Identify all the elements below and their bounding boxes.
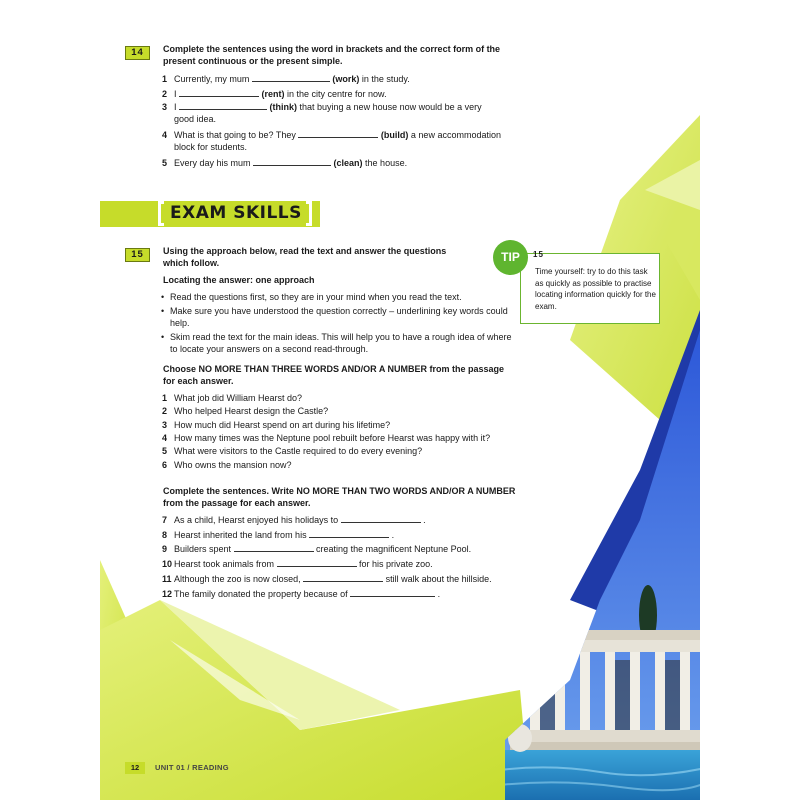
question-text: How many times was the Neptune pool rebuilt before Hearst was happy with it?	[174, 432, 491, 443]
answer-blank[interactable]	[341, 514, 421, 523]
item-text: Currently, my mum	[174, 74, 252, 84]
sentence-text: The family donated the property because of	[174, 588, 351, 599]
item-continuation: block for students.	[174, 142, 248, 152]
item-text: the house.	[362, 158, 408, 168]
answer-blank[interactable]	[252, 73, 330, 82]
question-text: How much did Hearst spend on art during his lifetime?	[174, 419, 391, 430]
question-text: What were visitors to the Castle required to do every evening?	[174, 446, 423, 457]
item-verb: (think)	[267, 102, 298, 112]
question-item	[162, 432, 490, 444]
item-number: 3	[162, 102, 168, 112]
answer-blank[interactable]	[350, 588, 435, 597]
tip-text: Time yourself: try to do this task as quickly as possible to practise locating information quickly for the exam.	[535, 267, 656, 311]
item-text: a new accommodation	[408, 130, 501, 140]
item-continuation: good idea.	[174, 114, 217, 124]
sentence-item	[162, 514, 426, 526]
question-text: What job did William Hearst do?	[174, 393, 303, 403]
sentence-text: Although the zoo is now closed,	[174, 573, 304, 584]
bullet-dot: •	[161, 332, 165, 342]
question-number: 5	[162, 446, 168, 457]
part2-instruction: Complete the sentences. Write NO MORE THAN TWO WORDS AND/OR A NUMBER from the passage for each answer.	[163, 486, 516, 508]
sentence-text: Hearst inherited the land from his	[174, 529, 310, 540]
approach-bullet	[161, 306, 515, 329]
sentence-text: Hearst took animals from	[174, 559, 277, 570]
exercise-14-item	[162, 157, 407, 169]
bullet-text: Make sure you have understood the question correctly – underlining key words could help.	[170, 306, 508, 328]
sentence-number: 10	[162, 559, 173, 570]
item-number: 4	[162, 130, 168, 140]
sentence-text: creating the magnificent Neptune Pool.	[313, 544, 472, 555]
question-number: 3	[162, 419, 168, 430]
sentence-text: .	[420, 515, 426, 525]
exercise-14-item	[162, 129, 501, 141]
bullet-text: Read the questions first, so they are in your mind when you read the text.	[170, 292, 462, 302]
item-text: that buying a new house now would be a very	[297, 102, 482, 112]
item-verb: (rent)	[259, 89, 285, 99]
approach-bullet	[161, 292, 515, 304]
bullet-dot: •	[161, 306, 165, 316]
question-text: Who owns the mansion now?	[174, 459, 292, 470]
item-text: Every day his mum	[174, 158, 254, 168]
banner-bracket-left	[158, 201, 164, 226]
sentence-item	[162, 558, 433, 570]
exam-skills-title: EXAM SKILLS	[170, 203, 302, 223]
sentence-text: still walk about the hillside.	[383, 573, 492, 584]
item-verb: (work)	[329, 74, 360, 84]
sentence-text: for his private zoo.	[356, 559, 433, 570]
bullet-text: Skim read the text for the main ideas. This will help you to have a rough idea of where to locate your answers on a second read-through.	[170, 332, 512, 354]
item-number: 5	[162, 158, 168, 168]
answer-blank[interactable]	[277, 558, 357, 567]
item-number: 1	[162, 74, 168, 84]
sentence-number: 11	[162, 573, 172, 584]
sentence-text: .	[435, 588, 441, 599]
answer-blank[interactable]	[298, 129, 378, 138]
question-item	[162, 392, 302, 404]
answer-blank[interactable]	[309, 529, 389, 538]
sentence-number: 12	[162, 588, 173, 599]
exercise-14-instruction: Complete the sentences using the word in brackets and the correct form of the present continuous or the present simple.	[163, 44, 501, 66]
sentence-item	[162, 529, 394, 541]
exercise-14-item	[162, 73, 410, 85]
item-text: in the city centre for now.	[284, 89, 387, 99]
sentence-text: Builders spent	[174, 544, 234, 555]
exercise-15-subheading: Locating the answer: one approach	[163, 275, 315, 285]
question-item	[162, 459, 292, 471]
bullet-dot: •	[161, 292, 165, 302]
sentence-item	[162, 543, 471, 555]
answer-blank[interactable]	[179, 88, 259, 97]
sentence-item	[162, 573, 492, 585]
answer-blank[interactable]	[303, 573, 383, 582]
tip-badge: TIP	[493, 240, 528, 275]
banner-bracket-right	[306, 201, 312, 226]
question-item	[162, 405, 328, 417]
answer-blank[interactable]	[179, 101, 267, 110]
item-text: What is that going to be? They	[174, 130, 299, 140]
item-verb: (clean)	[331, 158, 363, 168]
sentence-text: As a child, Hearst enjoyed his holidays to	[174, 515, 341, 525]
tip-number: 15	[533, 250, 544, 259]
question-number: 4	[162, 432, 168, 443]
sentence-number: 9	[162, 544, 168, 555]
textbook-page	[100, 0, 700, 800]
sentence-number: 8	[162, 529, 168, 540]
question-number: 1	[162, 393, 168, 403]
part1-instruction: Choose NO MORE THAN THREE WORDS AND/OR A NUMBER from the passage for each answer.	[163, 364, 505, 386]
question-text: Who helped Hearst design the Castle?	[174, 406, 329, 417]
approach-bullet	[161, 332, 515, 355]
item-text: I	[174, 102, 180, 112]
item-verb: (build)	[378, 130, 409, 140]
exercise-14-item	[162, 88, 387, 100]
question-item	[162, 445, 422, 457]
question-item	[162, 419, 390, 431]
sentence-number: 7	[162, 515, 168, 525]
page-number: 12	[125, 762, 145, 774]
item-number: 2	[162, 89, 168, 99]
question-number: 6	[162, 459, 168, 470]
exercise-14-number: 14	[125, 46, 150, 60]
footer-unit-label: UNIT 01 / READING	[155, 763, 229, 772]
exercise-15-number: 15	[125, 248, 150, 262]
sentence-text: .	[389, 529, 395, 540]
question-number: 2	[162, 406, 168, 417]
item-text: in the study.	[359, 74, 410, 84]
answer-blank[interactable]	[253, 157, 331, 166]
answer-blank[interactable]	[234, 543, 314, 552]
exercise-14-item	[162, 101, 482, 113]
sentence-item	[162, 588, 440, 600]
exercise-15-instruction: Using the approach below, read the text and answer the questions which follow.	[163, 246, 447, 268]
item-text: I	[174, 89, 180, 99]
